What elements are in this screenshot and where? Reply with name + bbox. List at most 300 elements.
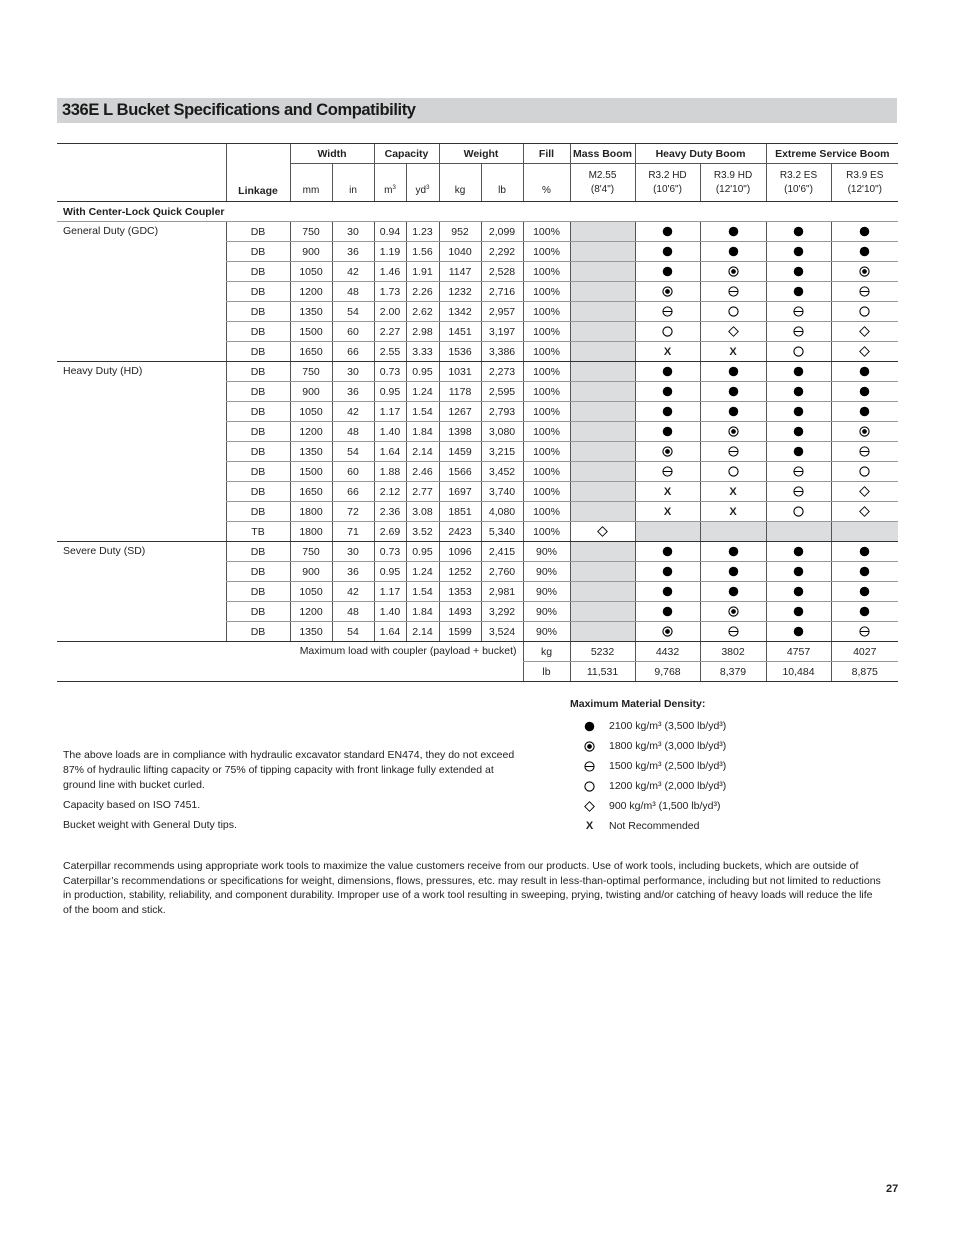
cell-boom-compat [700, 562, 766, 582]
cell-capacity-m3: 2.69 [374, 522, 406, 542]
cell-capacity-yd3: 1.56 [406, 242, 439, 262]
cell-weight-kg: 1599 [439, 622, 481, 642]
cell-width-in: 54 [332, 622, 374, 642]
header-blank [57, 144, 226, 164]
cell-fill: 100% [523, 442, 570, 462]
diamond-icon [859, 346, 870, 357]
bucket-group-label: Heavy Duty (HD) [57, 362, 226, 542]
max-load-lb: 11,531 [570, 662, 635, 682]
full-circle-icon [859, 406, 870, 417]
cell-width-in: 36 [332, 382, 374, 402]
cell-width-mm: 750 [290, 222, 332, 242]
cell-linkage: DB [226, 302, 290, 322]
full-circle-icon [662, 226, 673, 237]
cell-boom-compat [831, 262, 898, 282]
cell-linkage: DB [226, 442, 290, 462]
cell-width-in: 71 [332, 522, 374, 542]
cell-capacity-m3: 2.55 [374, 342, 406, 362]
cell-linkage: DB [226, 502, 290, 522]
cell-linkage: DB [226, 402, 290, 422]
cell-capacity-yd3: 2.77 [406, 482, 439, 502]
cell-weight-kg: 1252 [439, 562, 481, 582]
cell-capacity-yd3: 2.14 [406, 442, 439, 462]
cell-linkage: DB [226, 382, 290, 402]
legend-icon-slot [570, 761, 609, 772]
diamond-icon [728, 326, 739, 337]
cell-capacity-m3: 1.64 [374, 622, 406, 642]
cell-width-mm: 900 [290, 242, 332, 262]
cell-linkage: DB [226, 582, 290, 602]
open-circle-icon [584, 781, 595, 792]
cell-width-mm: 1650 [290, 482, 332, 502]
cell-weight-kg: 1566 [439, 462, 481, 482]
cell-fill: 90% [523, 542, 570, 562]
cell-boom-compat [700, 422, 766, 442]
lined-circle-icon [793, 466, 804, 477]
full-circle-icon [793, 286, 804, 297]
cell-width-in: 48 [332, 282, 374, 302]
cell-boom-compat [766, 302, 831, 322]
cell-width-mm: 1200 [290, 602, 332, 622]
lined-circle-icon [859, 286, 870, 297]
header-weight: Weight [439, 144, 523, 164]
cell-capacity-m3: 0.94 [374, 222, 406, 242]
cell-boom-compat [766, 262, 831, 282]
cell-boom-compat [831, 242, 898, 262]
diamond-icon [859, 506, 870, 517]
cell-width-mm: 1350 [290, 302, 332, 322]
full-circle-icon [662, 266, 673, 277]
page-number: 27 [886, 1183, 899, 1195]
cell-fill: 90% [523, 622, 570, 642]
full-circle-icon [793, 586, 804, 597]
unit-kg: kg [439, 164, 481, 202]
legend-text: 1800 kg/m³ (3,000 lb/yd³) [609, 740, 727, 752]
full-circle-icon [728, 366, 739, 377]
cell-boom-compat [700, 302, 766, 322]
lined-circle-icon [728, 626, 739, 637]
cell-mass-boom [570, 542, 635, 562]
lined-circle-icon [584, 761, 595, 772]
cell-boom-compat [831, 622, 898, 642]
cell-capacity-m3: 1.46 [374, 262, 406, 282]
cell-width-mm: 1800 [290, 502, 332, 522]
cell-mass-boom [570, 322, 635, 342]
cell-capacity-m3: 2.12 [374, 482, 406, 502]
cell-capacity-m3: 2.27 [374, 322, 406, 342]
cell-linkage: DB [226, 462, 290, 482]
full-circle-icon [662, 426, 673, 437]
cell-weight-kg: 1031 [439, 362, 481, 382]
cell-boom-compat [635, 562, 700, 582]
cell-boom-compat [635, 602, 700, 622]
cell-capacity-yd3: 2.26 [406, 282, 439, 302]
table-row [57, 362, 898, 382]
legend-title: Maximum Material Density: [570, 698, 706, 710]
full-circle-icon [728, 566, 739, 577]
full-circle-icon [728, 406, 739, 417]
cell-weight-lb: 2,981 [481, 582, 523, 602]
cell-boom-compat [766, 242, 831, 262]
cell-width-in: 36 [332, 562, 374, 582]
cell-width-in: 54 [332, 442, 374, 462]
full-circle-icon [859, 386, 870, 397]
cell-boom-compat [635, 322, 700, 342]
cell-linkage: DB [226, 262, 290, 282]
cell-boom-compat [700, 322, 766, 342]
cell-weight-kg: 952 [439, 222, 481, 242]
cell-boom-compat [831, 462, 898, 482]
cell-fill: 100% [523, 342, 570, 362]
cell-linkage: DB [226, 542, 290, 562]
cell-boom-compat [635, 342, 700, 362]
cell-capacity-yd3: 1.91 [406, 262, 439, 282]
cell-boom-compat [831, 222, 898, 242]
diamond-icon [584, 801, 595, 812]
cell-weight-lb: 2,760 [481, 562, 523, 582]
cell-boom-compat [635, 242, 700, 262]
header-mass-boom: Mass Boom [570, 144, 635, 164]
open-circle-icon [859, 466, 870, 477]
unit-m3: $m^3$ [374, 164, 406, 202]
cell-capacity-m3: 0.95 [374, 382, 406, 402]
cell-weight-lb: 2,292 [481, 242, 523, 262]
cell-capacity-yd3: 3.08 [406, 502, 439, 522]
cell-capacity-yd3: 1.54 [406, 582, 439, 602]
cell-boom-compat [831, 282, 898, 302]
cell-boom-compat [700, 242, 766, 262]
full-circle-icon [662, 546, 673, 557]
cell-linkage: DB [226, 222, 290, 242]
cell-boom-compat [831, 522, 898, 542]
dotted-circle-icon [859, 426, 870, 437]
full-circle-icon [793, 566, 804, 577]
cell-weight-kg: 1147 [439, 262, 481, 282]
bucket-group-label: Severe Duty (SD) [57, 542, 226, 642]
cell-weight-kg: 1040 [439, 242, 481, 262]
dotted-circle-icon [662, 286, 673, 297]
cell-fill: 100% [523, 462, 570, 482]
full-circle-icon [728, 226, 739, 237]
full-circle-icon [859, 226, 870, 237]
note-weight: Bucket weight with General Duty tips. [63, 819, 237, 831]
notes [63, 748, 518, 838]
cell-boom-compat [766, 282, 831, 302]
full-circle-icon [793, 546, 804, 557]
boom-r39es: R3.9 ES (12'10") [831, 164, 898, 202]
cell-boom-compat [700, 582, 766, 602]
dotted-circle-icon [662, 446, 673, 457]
boom-r39hd: R3.9 HD (12'10") [700, 164, 766, 202]
full-circle-icon [793, 366, 804, 377]
max-load-lb: 8,379 [700, 662, 766, 682]
full-circle-icon [584, 721, 595, 732]
cell-weight-kg: 1851 [439, 502, 481, 522]
cell-boom-compat [635, 622, 700, 642]
cell-linkage: TB [226, 522, 290, 542]
x-icon: X [663, 505, 672, 518]
cell-boom-compat [635, 482, 700, 502]
cell-capacity-m3: 1.88 [374, 462, 406, 482]
cell-capacity-yd3: 1.84 [406, 602, 439, 622]
cell-boom-compat [635, 542, 700, 562]
lined-circle-icon [662, 466, 673, 477]
cell-fill: 100% [523, 262, 570, 282]
cell-capacity-yd3: 0.95 [406, 362, 439, 382]
header-row-1 [57, 144, 898, 164]
cell-boom-compat [766, 222, 831, 242]
cell-capacity-yd3: 2.46 [406, 462, 439, 482]
diamond-icon [859, 326, 870, 337]
unit-in: in [332, 164, 374, 202]
cell-weight-lb: 3,197 [481, 322, 523, 342]
cell-capacity-m3: 2.00 [374, 302, 406, 322]
cell-capacity-m3: 2.36 [374, 502, 406, 522]
cell-fill: 100% [523, 302, 570, 322]
cell-fill: 100% [523, 362, 570, 382]
cell-weight-lb: 2,273 [481, 362, 523, 382]
cell-boom-compat [700, 382, 766, 402]
cell-weight-kg: 1353 [439, 582, 481, 602]
cell-boom-compat [766, 362, 831, 382]
cell-boom-compat [700, 462, 766, 482]
cell-width-mm: 1500 [290, 322, 332, 342]
cell-weight-kg: 1536 [439, 342, 481, 362]
cell-boom-compat [831, 322, 898, 342]
header-fill: Fill [523, 144, 570, 164]
cell-capacity-yd3: 1.23 [406, 222, 439, 242]
cell-boom-compat [635, 442, 700, 462]
section-row [57, 202, 898, 222]
cell-capacity-yd3: 1.24 [406, 382, 439, 402]
cell-weight-lb: 3,292 [481, 602, 523, 622]
full-circle-icon [793, 606, 804, 617]
cell-boom-compat [700, 362, 766, 382]
cell-linkage: DB [226, 622, 290, 642]
cell-boom-compat [766, 562, 831, 582]
cell-boom-compat [766, 402, 831, 422]
header-extreme-service-boom: Extreme Service Boom [766, 144, 898, 164]
x-icon: X [663, 345, 672, 358]
cell-boom-compat [766, 542, 831, 562]
cell-weight-lb: 5,340 [481, 522, 523, 542]
cell-boom-compat [766, 342, 831, 362]
cell-capacity-m3: 0.95 [374, 562, 406, 582]
cell-weight-kg: 1697 [439, 482, 481, 502]
cell-weight-kg: 1342 [439, 302, 481, 322]
full-circle-icon [662, 406, 673, 417]
cell-boom-compat [831, 562, 898, 582]
bucket-spec-table [57, 143, 898, 682]
full-circle-icon [662, 606, 673, 617]
header-linkage-top [226, 144, 290, 164]
cell-boom-compat [700, 522, 766, 542]
cell-boom-compat [831, 602, 898, 622]
max-load-unit-lb: lb [523, 662, 570, 682]
unit-mm: mm [290, 164, 332, 202]
cell-width-mm: 1650 [290, 342, 332, 362]
cell-weight-lb: 2,793 [481, 402, 523, 422]
cell-boom-compat [831, 302, 898, 322]
disclaimer: Caterpillar recommends using appropriate work tools to maximize the value customers receive from our products. Use of work tools, including buckets, which are outside of Caterpillar’s recommendations or specifications for weight, dimensions, flows, pressures, etc. may result in less-than-optimal performance, including but not limited to reductions in production, stability, reliability, and component durability. Improper use of a work tool resulting in sweeping, prying, twisting and/or catching of heavy loads will reduce the life of the boom and stick. [63, 860, 881, 917]
x-icon: X [663, 485, 672, 498]
legend-item [570, 756, 726, 776]
cell-boom-compat [766, 622, 831, 642]
cell-mass-boom [570, 222, 635, 242]
boom-r32es: R3.2 ES (10'6") [766, 164, 831, 202]
cell-boom-compat [831, 542, 898, 562]
full-circle-icon [859, 366, 870, 377]
cell-capacity-yd3: 1.24 [406, 562, 439, 582]
cell-width-in: 54 [332, 302, 374, 322]
header-row-2 [57, 164, 898, 202]
cell-boom-compat [700, 282, 766, 302]
cell-mass-boom [570, 602, 635, 622]
cell-boom-compat [635, 422, 700, 442]
cell-linkage: DB [226, 482, 290, 502]
cell-fill: 100% [523, 482, 570, 502]
open-circle-icon [728, 466, 739, 477]
dotted-circle-icon [584, 741, 595, 752]
x-icon: X [729, 485, 737, 498]
cell-boom-compat [700, 542, 766, 562]
full-circle-icon [793, 266, 804, 277]
cell-linkage: DB [226, 602, 290, 622]
cell-weight-lb: 2,099 [481, 222, 523, 242]
cell-boom-compat [700, 402, 766, 422]
full-circle-icon [728, 386, 739, 397]
cell-capacity-m3: 1.40 [374, 422, 406, 442]
full-circle-icon [793, 246, 804, 257]
max-load-kg: 4757 [766, 642, 831, 662]
cell-boom-compat [700, 502, 766, 522]
table-row [57, 542, 898, 562]
cell-boom-compat [831, 582, 898, 602]
cell-fill: 100% [523, 322, 570, 342]
max-load-kg: 3802 [700, 642, 766, 662]
cell-weight-lb: 2,595 [481, 382, 523, 402]
lined-circle-icon [793, 486, 804, 497]
cell-width-mm: 1500 [290, 462, 332, 482]
legend-text: 1200 kg/m³ (2,000 lb/yd³) [609, 780, 727, 792]
cell-capacity-yd3: 2.98 [406, 322, 439, 342]
open-circle-icon [859, 306, 870, 317]
dotted-circle-icon [728, 266, 739, 277]
full-circle-icon [793, 426, 804, 437]
open-circle-icon [728, 306, 739, 317]
cell-weight-lb: 3,215 [481, 442, 523, 462]
legend-text: Not Recommended [609, 820, 700, 832]
open-circle-icon [662, 326, 673, 337]
cell-mass-boom [570, 622, 635, 642]
cell-boom-compat [831, 482, 898, 502]
diamond-icon [859, 486, 870, 497]
section-label: With Center-Lock Quick Coupler [57, 202, 898, 222]
cell-weight-lb: 3,452 [481, 462, 523, 482]
cell-mass-boom [570, 362, 635, 382]
cell-weight-kg: 1451 [439, 322, 481, 342]
cell-width-in: 48 [332, 422, 374, 442]
cell-capacity-yd3: 2.14 [406, 622, 439, 642]
legend-item [570, 816, 726, 836]
cell-capacity-yd3: 1.84 [406, 422, 439, 442]
title-bar [57, 98, 897, 123]
cell-fill: 100% [523, 382, 570, 402]
cell-boom-compat [831, 382, 898, 402]
cell-mass-boom [570, 502, 635, 522]
full-circle-icon [859, 606, 870, 617]
note-en474: The above loads are in compliance with hydraulic excavator standard EN474, they do not exceed 87% of hydraulic lifting capacity or 75% of tipping capacity with front linkage fully extended at ground line with bucket curled. [63, 749, 515, 791]
cell-width-mm: 750 [290, 362, 332, 382]
cell-mass-boom [570, 402, 635, 422]
full-circle-icon [859, 546, 870, 557]
header-blank-2 [57, 164, 226, 202]
diamond-icon [597, 526, 608, 537]
max-load-row-kg [57, 642, 898, 662]
cell-boom-compat [766, 502, 831, 522]
unit-pct: % [523, 164, 570, 202]
cell-boom-compat [635, 382, 700, 402]
cell-boom-compat [766, 582, 831, 602]
max-load-lb: 8,875 [831, 662, 898, 682]
max-load-lb: 9,768 [635, 662, 700, 682]
cell-boom-compat [766, 422, 831, 442]
cell-capacity-yd3: 2.62 [406, 302, 439, 322]
max-load-kg: 5232 [570, 642, 635, 662]
cell-boom-compat [766, 522, 831, 542]
header-heavy-duty-boom: Heavy Duty Boom [635, 144, 766, 164]
cell-fill: 90% [523, 602, 570, 622]
cell-boom-compat [831, 402, 898, 422]
cell-boom-compat [700, 342, 766, 362]
header-width: Width [290, 144, 374, 164]
cell-width-in: 60 [332, 322, 374, 342]
cell-boom-compat [700, 222, 766, 242]
cell-linkage: DB [226, 562, 290, 582]
full-circle-icon [793, 226, 804, 237]
max-load-label: Maximum load with coupler (payload + bucket) [57, 642, 523, 682]
bucket-group-label: General Duty (GDC) [57, 222, 226, 362]
legend-text: 2100 kg/m³ (3,500 lb/yd³) [609, 720, 727, 732]
cell-boom-compat [635, 462, 700, 482]
full-circle-icon [859, 246, 870, 257]
cell-width-in: 48 [332, 602, 374, 622]
cell-mass-boom [570, 282, 635, 302]
cell-capacity-yd3: 3.52 [406, 522, 439, 542]
lined-circle-icon [662, 306, 673, 317]
max-load-unit-kg: kg [523, 642, 570, 662]
header-linkage: Linkage [226, 164, 290, 202]
cell-fill: 100% [523, 522, 570, 542]
cell-boom-compat [766, 462, 831, 482]
cell-weight-kg: 1178 [439, 382, 481, 402]
cell-width-mm: 1350 [290, 442, 332, 462]
full-circle-icon [793, 446, 804, 457]
cell-width-mm: 1050 [290, 582, 332, 602]
full-circle-icon [662, 566, 673, 577]
cell-boom-compat [766, 482, 831, 502]
cell-weight-lb: 2,716 [481, 282, 523, 302]
full-circle-icon [859, 566, 870, 577]
dotted-circle-icon [859, 266, 870, 277]
cell-boom-compat [635, 502, 700, 522]
cell-boom-compat [831, 342, 898, 362]
cell-fill: 100% [523, 502, 570, 522]
cell-weight-kg: 1398 [439, 422, 481, 442]
legend-text: 900 kg/m³ (1,500 lb/yd³) [609, 800, 721, 812]
lined-circle-icon [859, 626, 870, 637]
full-circle-icon [662, 586, 673, 597]
